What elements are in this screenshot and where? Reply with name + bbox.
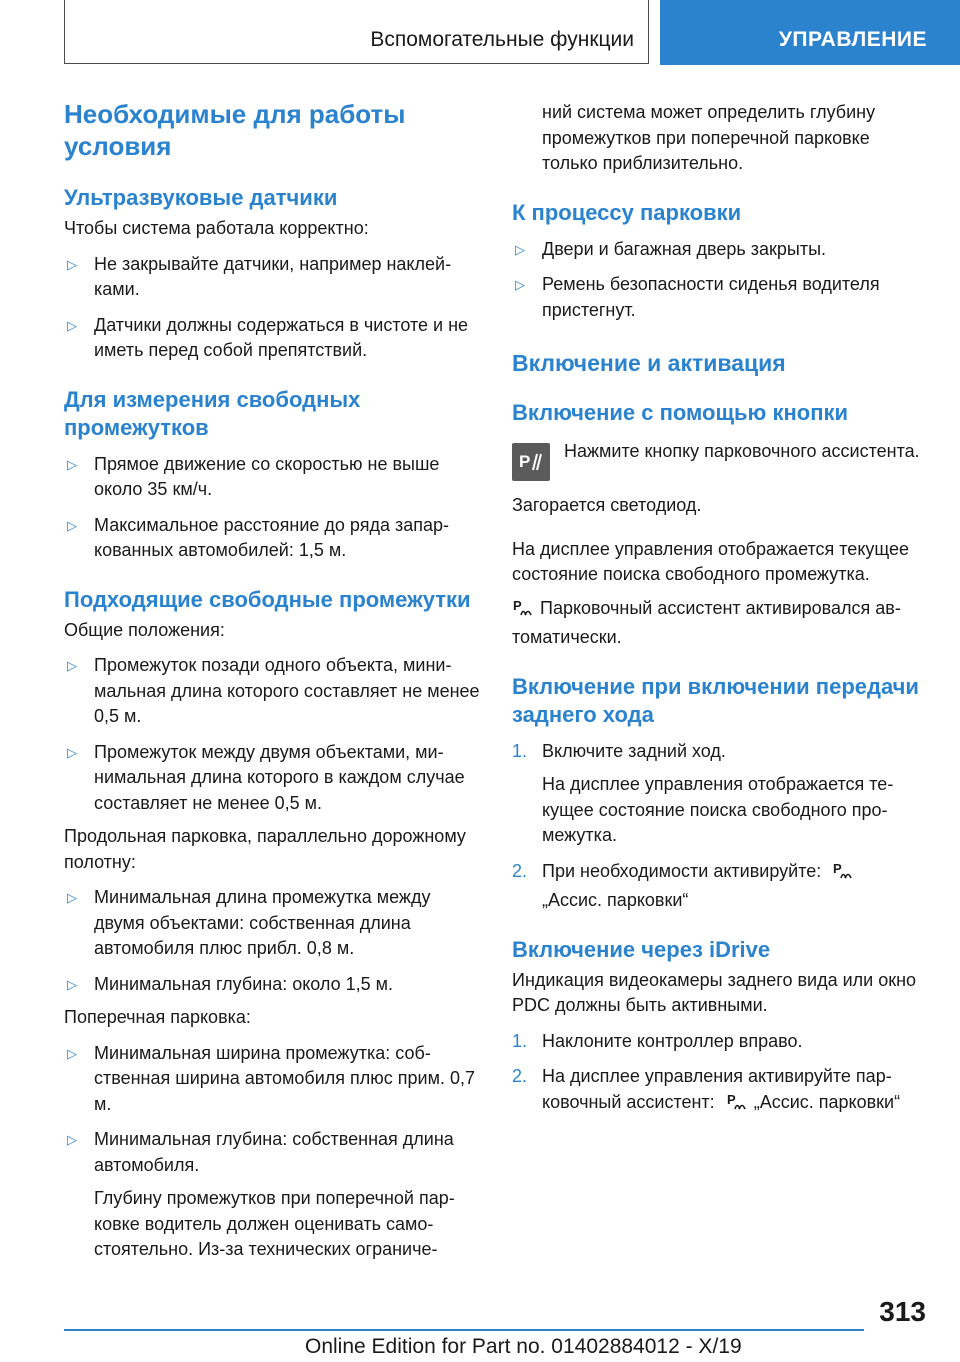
page-number: 313 xyxy=(879,1296,926,1327)
note-continuation: ний система может определить глубину промежутков при поперечной парковке только приблизительно. xyxy=(542,102,876,173)
triangle-bullet-icon: ▷ xyxy=(67,890,77,905)
list-item: ▷ Промежуток между двумя объектами, минимальная длина которого в каждом случае составляет не менее 0,5 м. xyxy=(67,741,465,813)
idrive-intro: Индикация видеокамеры заднего вида или окно PDC должны быть активными. xyxy=(512,969,917,1015)
header-chapter-title: УПРАВЛЕНИЕ xyxy=(778,28,927,51)
perpendicular-note: Глубину промежутков при поперечной парковке водитель должен оценивать самостоятельно. Из-за технических ограниче- xyxy=(94,1188,455,1259)
heading-button-activation: Включение с помощью кнопки xyxy=(512,400,849,425)
led-lights-text: Загорается светодиод. xyxy=(512,495,702,515)
heading-requirements: Необходимые для работы условия xyxy=(64,99,406,161)
list-item: ▷ Максимальное расстояние до ряда запаркованных автомобилей: 1,5 м. xyxy=(67,514,450,560)
list-item: 2. При необходимости активируйте: P „Ассис. парковки“ xyxy=(512,859,926,914)
list-item: ▷ Минимальная ширина промежутка: собственная ширина автомобиля плюс прим. 0,7 м. xyxy=(67,1042,475,1114)
triangle-bullet-icon: ▷ xyxy=(515,241,525,257)
triangle-bullet-icon: ▷ xyxy=(67,456,77,472)
svg-text:P: P xyxy=(519,452,531,471)
list-item: ▷ Минимальная длина промежутка между двумя объектами: собственная длина автомобиля плюс прибл. 0,8 м. xyxy=(67,887,431,958)
list-item: ▷ Минимальная глубина: около 1,5 м. xyxy=(64,972,480,998)
idrive-steps xyxy=(512,1029,926,1120)
parallel-intro: Продольная парковка, параллельно дорожному полотну: xyxy=(64,826,466,872)
general-intro: Общие положения: xyxy=(64,619,225,640)
heading-ultrasonic-sensors: Ультразвуковые датчики xyxy=(64,185,338,210)
triangle-bullet-icon: ▷ xyxy=(67,317,77,333)
svg-text:P: P xyxy=(513,597,522,613)
perpendicular-list xyxy=(64,1041,480,1179)
right-column xyxy=(512,100,926,1119)
reverse-steps xyxy=(512,739,926,914)
header-chapter-tab xyxy=(660,0,960,65)
left-column xyxy=(64,98,480,1263)
heading-parking-process: К процессу парковки xyxy=(512,199,742,225)
list-item: ▷ Двери и багажная дверь закрыты. xyxy=(512,237,926,263)
sensors-list xyxy=(64,252,480,364)
triangle-bullet-icon: ▷ xyxy=(67,1132,77,1147)
general-list xyxy=(64,653,480,816)
list-item: ▷ Промежуток позади одного объекта, минимальная длина которого составляет не менее 0,5 м. xyxy=(67,655,480,726)
park-assist-button-icon xyxy=(512,443,550,481)
park-assist-symbol-icon xyxy=(832,859,854,889)
sensors-intro: Чтобы система работала корректно: xyxy=(64,218,369,238)
list-item: 1. Наклоните контроллер вправо. xyxy=(512,1030,803,1051)
footer-edition: Online Edition for Part no. 01402884012 - X/19 xyxy=(305,1335,742,1358)
measuring-list xyxy=(64,452,480,564)
triangle-bullet-icon: ▷ xyxy=(67,517,77,533)
footer-divider xyxy=(64,1329,864,1331)
svg-text:P: P xyxy=(833,860,842,876)
button-instruction xyxy=(512,439,926,485)
park-assist-symbol-icon xyxy=(726,1090,748,1120)
triangle-bullet-icon: ▷ xyxy=(515,277,525,292)
triangle-bullet-icon: ▷ xyxy=(67,658,77,673)
triangle-bullet-icon: ▷ xyxy=(67,256,77,272)
triangle-bullet-icon: ▷ xyxy=(67,744,77,760)
heading-idrive-activation: Включение через iDrive xyxy=(512,936,771,962)
list-item: ▷ Минимальная глубина: собственная длина автомобиля. xyxy=(67,1129,454,1175)
svg-text:P: P xyxy=(726,1091,736,1107)
list-item: ▷ Датчики должны содержаться в чистоте и не иметь перед собой препятствий. xyxy=(67,314,469,360)
header-section-title: Вспомогательные функции xyxy=(370,28,634,51)
perpendicular-intro: Поперечная парковка: xyxy=(64,1007,251,1027)
parallel-list xyxy=(64,885,480,997)
header-section-box xyxy=(64,0,649,64)
list-item: ▷ Прямое движение со скоростью не выше около 35 км/ч. xyxy=(67,453,440,499)
park-assist-symbol-icon xyxy=(512,596,534,626)
list-item: ▷ Не закрывайте датчики, например наклейками. xyxy=(67,253,452,299)
parking-process-list xyxy=(512,237,926,324)
triangle-bullet-icon: ▷ xyxy=(67,976,77,992)
heading-suitable-gaps: Подходящие свободные промежутки xyxy=(64,586,471,612)
button-instruction-text: Нажмите кнопку парковочного ассистента. xyxy=(564,441,920,461)
list-item: 2. На дисплее управления активируйте парковочный ассистент: P „Ассис. парковки“ xyxy=(512,1064,926,1119)
auto-activated-text: P Парковочный ассистент активировался автоматически. xyxy=(512,597,901,647)
list-item: ▷ Ремень безопасности сиденья водителя пристегнут. xyxy=(515,274,880,320)
triangle-bullet-icon: ▷ xyxy=(67,1045,77,1061)
display-status-text: На дисплее управления отображается текущее состояние поиска свободного промежутка. xyxy=(512,538,910,584)
heading-measuring-gaps: Для измерения свободных промежутков xyxy=(64,386,361,440)
heading-reverse-gear-activation: Включение при включении передачи заднего хода xyxy=(512,673,919,727)
heading-activation: Включение и активация xyxy=(512,350,786,376)
list-item: 1. Включите задний ход. На дисплее управления отображается текущее состояние поиска свободного промежутка. xyxy=(512,740,894,845)
